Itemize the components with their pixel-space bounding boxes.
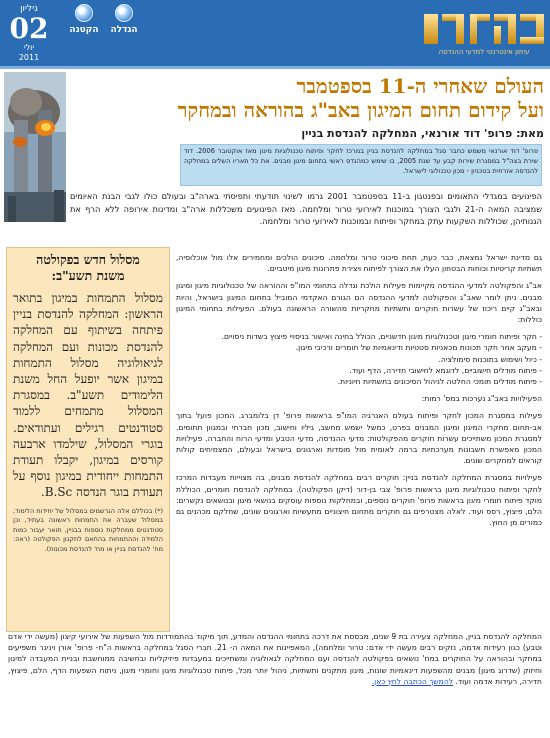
zoom-out-button[interactable]	[66, 4, 102, 35]
body-paragraph: אב"ג והפקולטה למדעי ההנדסה מקיימות פעילות הולכת וגדלה בתחומי המו"פ וההוראה של טכנולוגיות מיגון ומיגון מבנים. ניתן לומר שאב"ג והפקולטה למדעי ההנדסה הם הגורם האקדמי המוביל בתחום המיגון בישראל, והיות ובאב"ג קיים ריכוז של עשרות חוקרים ותשתיות מחקריות מהשורה הראשונה בעולם. הפעילות בתחומי המיגון כוללות:	[176, 281, 542, 325]
list-item: - כיול ושימוש בתוכנות סימולציה.	[438, 354, 542, 364]
header-bar	[0, 0, 550, 68]
activities-list	[176, 331, 542, 387]
sidebar-footnote: (*) בכוללם אלה הנרשמים במסלול של יחידות הלימוד, במסלול שעברה את התמחות ראשונה בעתיד, וכן סטודנטים ממחלקות נוספות בבניין, תואר יעבור כמות הלמידה וההתמחות בהתאם לתקנון הפקולטה (ראה: מח' להנדסת בניין או מח' להנדסת מכונות).	[13, 506, 163, 553]
continue-reading-link[interactable]: להמשך הכתבה לחץ כאן.	[371, 676, 454, 686]
header-divider	[0, 66, 550, 69]
body-paragraph: גם מדינת ישראל נמצאת, כבר כעת, תחת סיכוני טרור ומלחמה. סיכונים הולכים ומחמירים אלו מול אוכלוסיה, תשתיות קריטיות וכוחות הבטחון העלו את הצורך לפיתוח ויצירת פתרונות מיגון מיטביים.	[176, 253, 542, 274]
issue-label: גיליון	[20, 4, 38, 14]
article-author: מאת: פרופ' דוד אורנאי, המחלקה להנדסת בניין	[301, 127, 544, 140]
list-item: - פיתוח מודלים חישוביים, לדוגמא לחישובי חדירה, הדף ועוד.	[349, 365, 542, 375]
closing-paragraph	[8, 631, 542, 687]
list-item: - מעקב אחר חקר תכונות מכאניות סטטיות ודינאמיות של חומרים ורכיבי מיגון.	[295, 343, 542, 353]
sidebar-heading-line-2: משנת תשע"ב:	[51, 268, 125, 283]
article-header	[70, 74, 544, 141]
sidebar-heading-line-1: מסלול חדש בפקולטה	[36, 252, 140, 267]
sidebar-new-track	[6, 247, 170, 632]
closing-text: המחלקה להנדסת בניין, המחלקה צעירה בת 9 שנים, מבססת את דרכה בתחומי ההנדסה והמדע, תוך מיקוד בהתמודדות מול השפעות של אירועי קיצון (מעשה ידי אדם וטבע) כגון רעידות אדמה, נזקים רבים מעשה ידי אדם: טרור ומלחמה), המאפיינות את המאה ה- 21. חברי הסגל במחלקה בראשות ה"ח- פרופ' אורן ויניגר משפיעים במחקר ובהוראה על החוקרים במח' נושאים בפקולטה להנדסה ועם המחלקה לגאולוגיה ומשתייכים במעבדות פיזיקליות ובחשיבה ממוחשבת ובניית המעבדה למיגון וחיזוק (שדרוג מיגון) מבנים מהשפעות דינאמיות שונות, מיגון מתקנים ותשתיות, ניהול יותר מכל, פיתוח טכנולוגיות מיגון וחומרי מיגון, ניתוח השפעות הדף, הלם, פיצוץ, חדירה, רעידות אדמה ועוד.	[8, 632, 543, 686]
list-item: - חקר ופיתוח חומרי מיגון וטכנולוגיות מיגון חדשניים, הכולל בחינה ואישור בניסויי פיצוץ בשדות ניסויים.	[221, 332, 542, 342]
globe-icon	[115, 4, 133, 22]
body-paragraph: הפעילויות באב"ג נערכות במס' רמות:	[421, 394, 542, 404]
logo-wordmark-icon	[422, 8, 546, 48]
zoom-in-label: הגדלה	[110, 25, 138, 35]
intro-paragraph: הפיגועים במגדלי התאומים ובפנטגון ב-11 בספטמבר 2001 גרמו לשינוי תודעתי ותפיסתי בארה"ב ובעולם כולו לגבי הבנת האיומים שמציבה המאה ה-21 ולגבי הצורך במוכנות לאירועי טרור ומלחמה. מאז הפיגועים משכללות ארה"ב ומדינות אירופה ללא הרף את הגנותיהן, שכוללות השקעות עתק במחקר ופיתוח ובמוכנות לאירועי טרור ומלחמה.	[70, 191, 542, 226]
body-paragraph: פעילויות במסגרת המחלקה להנדסת בניין: חוקרים רבים במחלקה להנדסת מבנים, בה מצוייות מעבדות המרכז לחקר ופיתוח טכנולוגיות מיגון בראשות פרופ' צבי בן-דור (דיקן הפקולטה). במחלקה להנדסת חומרים, הכוללת מוקד פיתוח חומרי מיגון בראשות פרופ' חוקרים נוספים, ובמחלקות נוספות עוסקים בנושאי מיגון ובנושאים נקשרים: הלם, פיצוץ, רסס ועוד. לאלה מצטרפים גם חוקרים מתחום חיצוניים מתעשיות וארגונים שונים, שחלקם מכהנים גם כמורים מן החוץ.	[176, 473, 542, 528]
issue-year: 2011	[18, 53, 40, 62]
issue-info	[6, 4, 52, 62]
zoom-out-label: הקטנה	[69, 25, 99, 35]
issue-month: יולי	[23, 43, 35, 52]
list-item: - פיתוח מודלים תומכי החלטה לניהול הסיכונים בתשתיות חיוניות.	[337, 377, 542, 387]
article-title-line-2: ועל קידום תחום המיגון באב"ג בהוראה ובמחקר	[177, 98, 544, 122]
towers-photo	[4, 72, 66, 222]
issue-number: 02	[9, 12, 49, 45]
logo	[422, 8, 546, 62]
logo-caption: עיתון אינטרנטי למדעי ההנדסה	[438, 48, 530, 56]
article-title-line-1: העולם שאחרי ה-11 בספטמבר	[296, 74, 544, 98]
globe-icon	[75, 4, 93, 22]
main-column	[176, 252, 542, 534]
author-bio-box: פרופ' דוד אורנאי משמש כחבר סגל במחלקה להנדסת בניין במרכז לחקר ופיתוח טכנולוגיות מיגון מאז אוקטובר 2006. דוד שירת בצה"ל במסגרת שירות קבע עד שנת 2005, בו שימש כמהנדס ראשי בתחום מיגון מבנים. את כל תאריו השלים במחלקה להנדסה אזרחית בטכניון - מכון טכנולוגי לישראל.	[180, 144, 542, 186]
zoom-in-button[interactable]	[106, 4, 142, 35]
sidebar-body: מסלול התמחות במיגון בתואר הראשון: המחלקה להנדסת בניין פיתחה בשיתוף עם המחלקה להנדסת מכונות ועם המחלקה לגיאולוגיה מסלול התמחות במיגון אשר יופעל החל משנת הלימודים תשע"ב. במסגרת המסלול מתמחים ללמוד סטודנטים רגילים ועתודאים. בוגרי המסלול, שילמדו ארבעה קורסים במיגון, יקבלו תעודת התמחות ייחודית במיגון נוסף על תעודת בוגר הנדסה B.Sc.	[13, 291, 163, 500]
body-paragraph: פעילות במסגרת המכון לחקר ופיתוח בעולם האנרגיה המו"פ בראשות פרופ' דן בלומברג. המכון פועל בתוך אב-תחום מחקרי המיגון ומיגון המבנים בפרט, כמשל ישמש מחשב, גיליו וחישוב, מכון חברתי ובמגוון תחומים. למסגרת המכון משתייכים עשרות חוקרים מהפקולטות: מדעי ההנדסה, מדעי הטבע ומדעי הרוח והחברה. פעילויות המכון מאפשרת חשבונות מערכתיות ברמה לאומית מול מוסדות וארגונים בישראל ובעולם, המצמיחים קולות קוראים למחקרים שונים.	[176, 411, 542, 466]
